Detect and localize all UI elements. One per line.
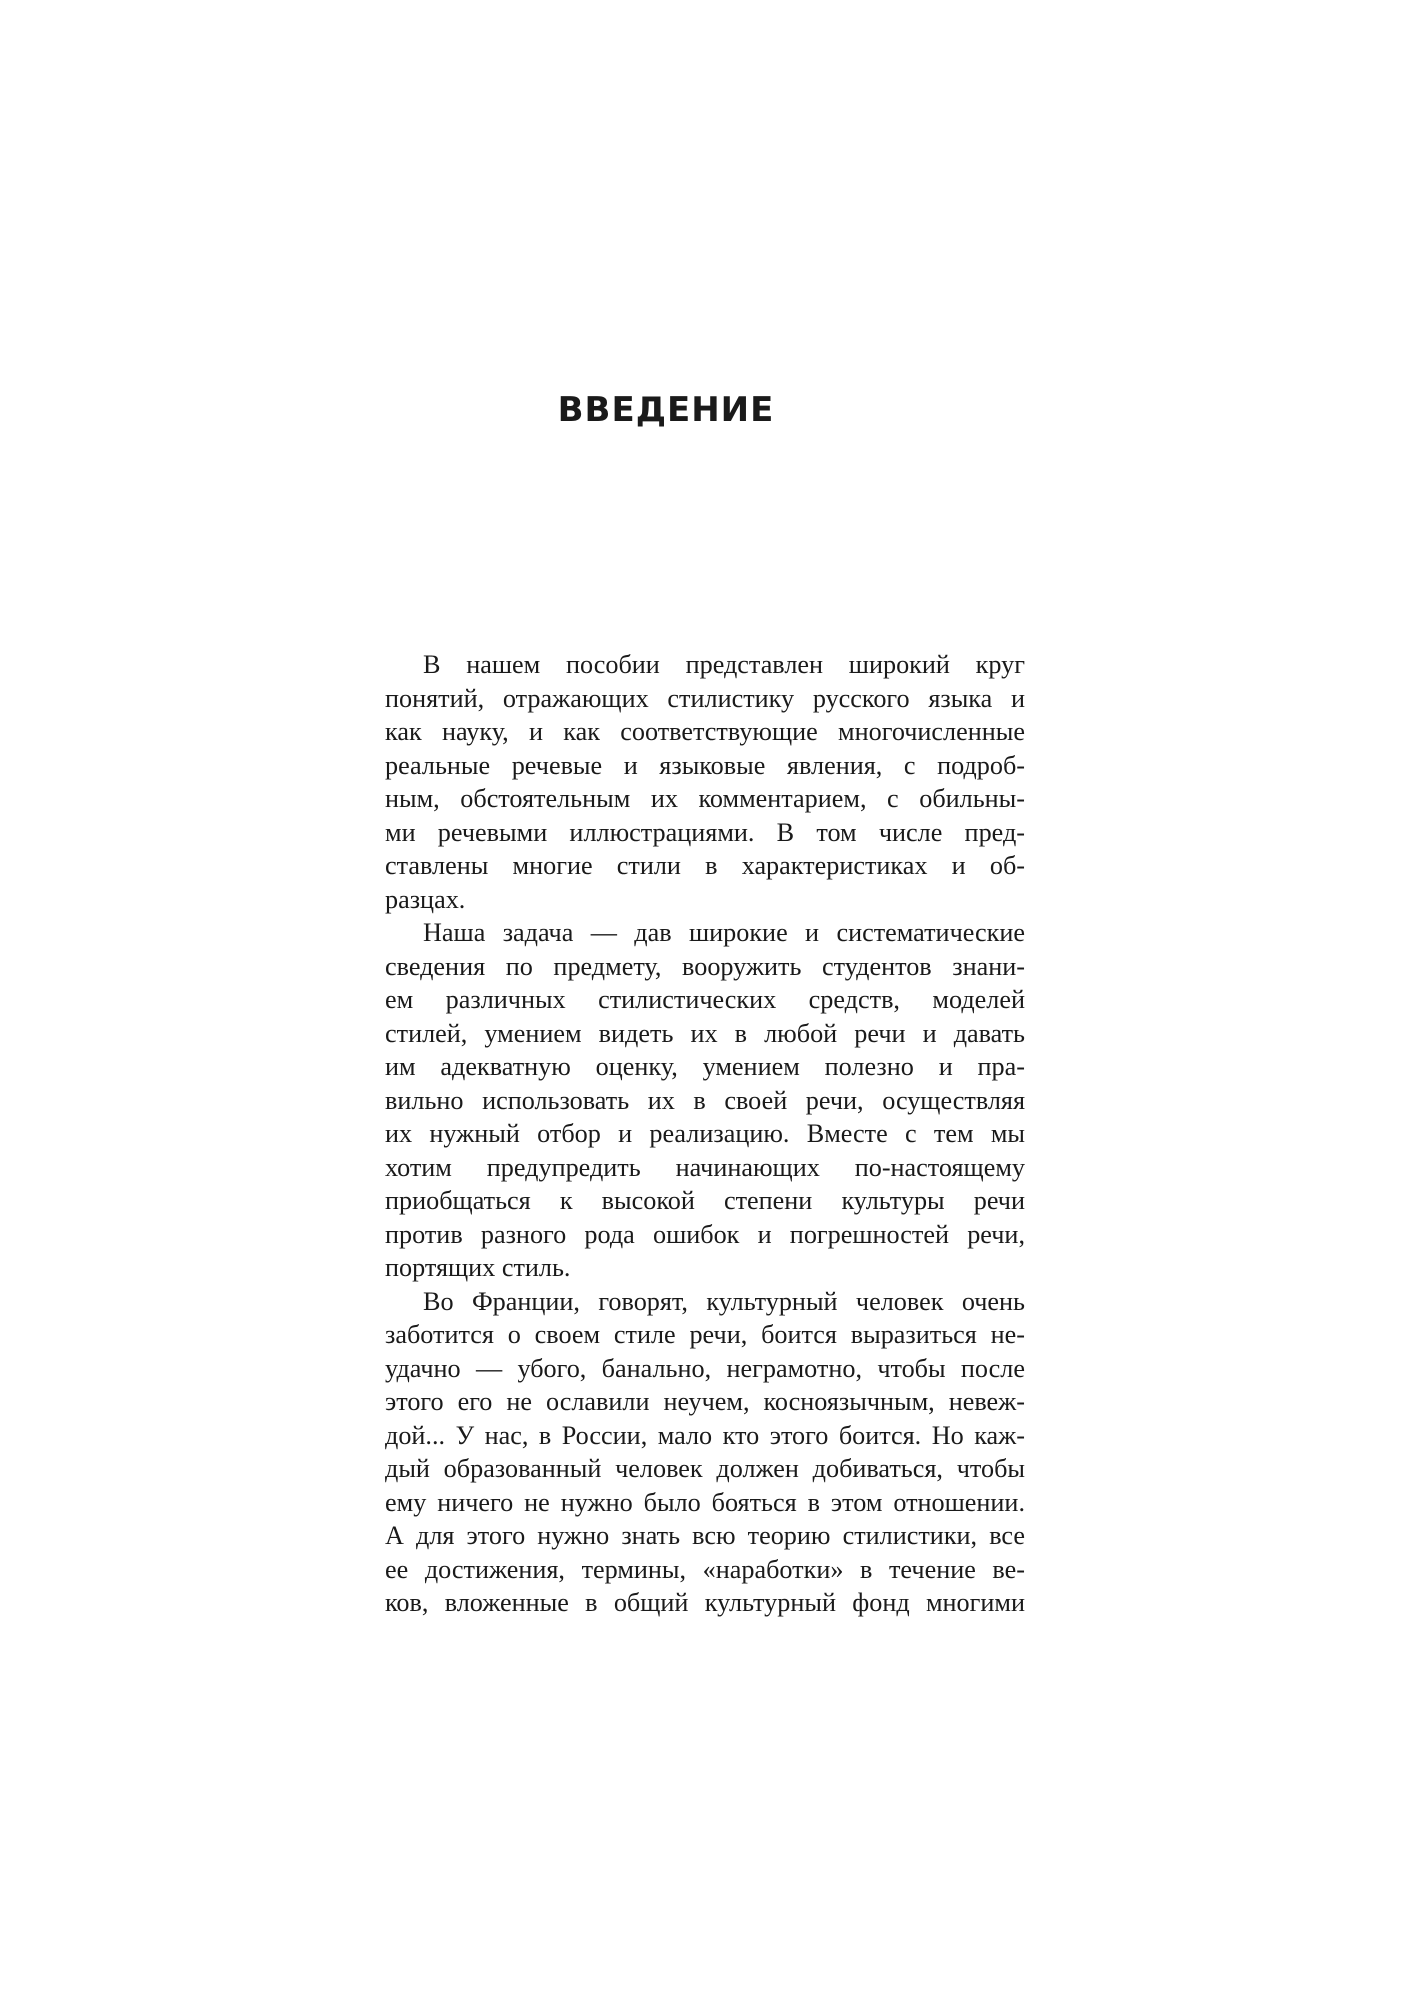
text-line: стилей, умением видеть их в любой речи и давать	[385, 1018, 1025, 1048]
text-line: вильно использовать их в своей речи, осуществляя	[385, 1085, 1025, 1115]
text-line: этого его не ославили неучем, косноязычным, невеж-	[385, 1387, 1025, 1416]
text-line: понятий, отражающих стилистику русского языка и	[385, 683, 1025, 713]
text-line: ем различных стилистических средств, моделей	[385, 985, 1025, 1014]
paragraph	[385, 1285, 1025, 1620]
text-line: ми речевыми иллюстрациями. В том числе пред-	[385, 817, 1025, 847]
text-line: ков, вложенные в общий культурный фонд многими	[385, 1588, 1025, 1617]
text-line: дой... У нас, в России, мало кто этого боится. Но каж-	[385, 1420, 1025, 1450]
body-text	[385, 648, 1025, 1620]
paragraph	[385, 648, 1025, 916]
text-line: удачно — убого, банально, неграмотно, чтобы после	[385, 1353, 1025, 1383]
text-line: приобщаться к высокой степени культуры речи	[385, 1186, 1025, 1215]
text-line: ным, обстоятельным их комментарием, с обильны-	[385, 784, 1025, 813]
text-line: против разного рода ошибок и погрешностей речи,	[385, 1219, 1025, 1249]
text-line: А для этого нужно знать всю теорию стилистики, все	[385, 1521, 1025, 1550]
text-line: Во Франции, говорят, культурный человек очень	[423, 1286, 1025, 1316]
text-line: ему ничего не нужно было бояться в этом отношении.	[385, 1487, 1025, 1517]
paragraph	[385, 916, 1025, 1285]
chapter-title: ВВЕДЕНИЕ	[557, 390, 775, 430]
text-line: портящих стиль.	[385, 1253, 571, 1282]
text-line: хотим предупредить начинающих по-настоящему	[385, 1152, 1025, 1182]
text-line: ставлены многие стили в характеристиках и об-	[385, 851, 1025, 880]
text-line: дый образованный человек должен добиваться, чтобы	[385, 1454, 1025, 1483]
text-line: им адекватную оценку, умением полезно и пра-	[385, 1052, 1025, 1081]
text-line: сведения по предмету, вооружить студентов знани-	[385, 951, 1025, 981]
text-line: заботится о своем стиле речи, боится выразиться не-	[385, 1320, 1025, 1349]
text-line: ее достижения, термины, «наработки» в течение ве-	[385, 1554, 1025, 1584]
text-line: как науку, и как соответствующие многочисленные	[385, 717, 1025, 746]
text-line: их нужный отбор и реализацию. Вместе с тем мы	[385, 1119, 1025, 1148]
text-line: Наша задача — дав широкие и систематические	[423, 918, 1025, 947]
text-line: реальные речевые и языковые явления, с подроб-	[385, 750, 1025, 780]
text-line: В нашем пособии представлен широкий круг	[423, 650, 1025, 679]
text-line: разцах.	[385, 884, 466, 914]
